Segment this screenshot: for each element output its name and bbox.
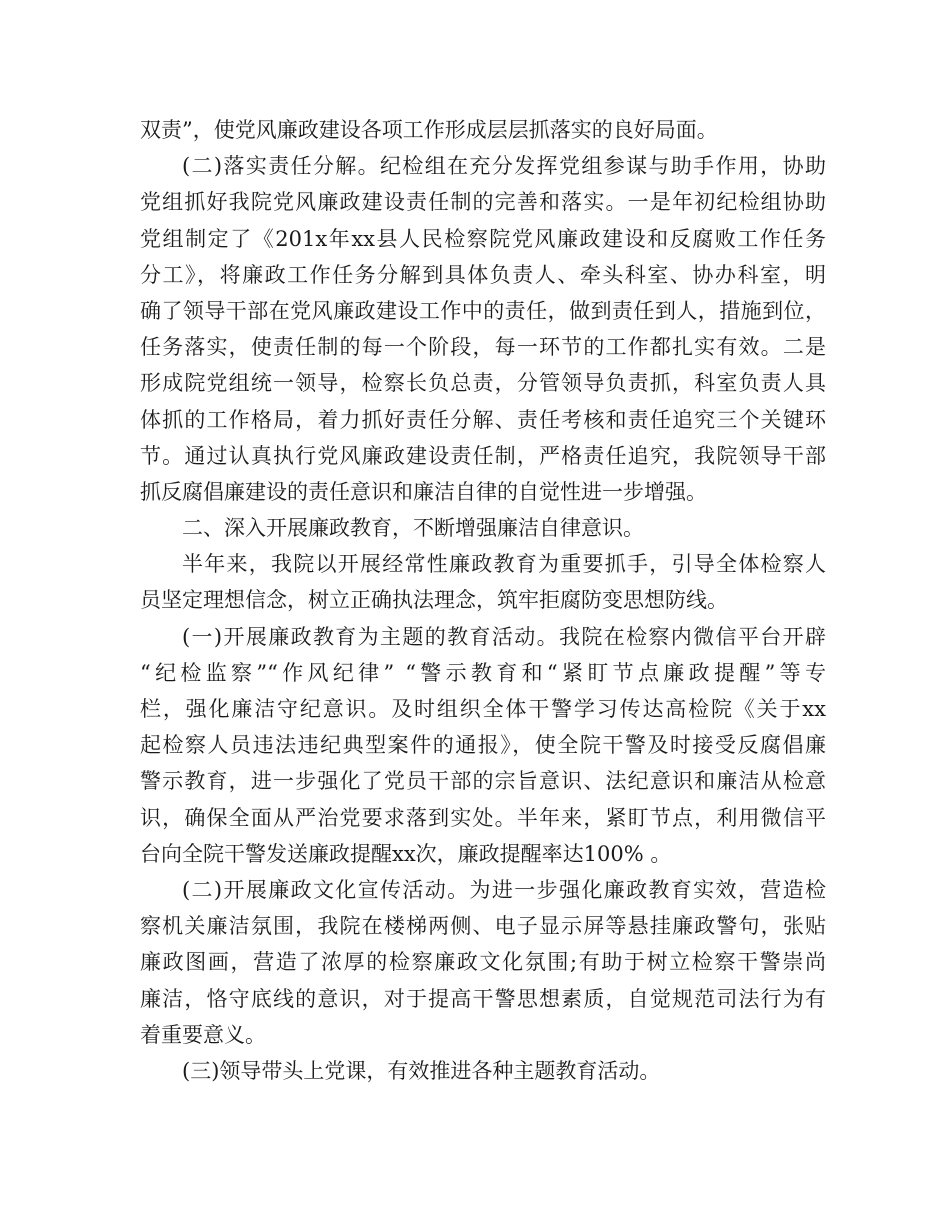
text-line: 体抓的工作格局，着力抓好责任分解、责任考核和责任追究三个关键环 [140,407,826,432]
text-line: 半年来，我院以开展经常性廉政教育为重要抓手，引导全体检察人 [182,552,826,577]
text-line: 形成院党组统一领导，检察长负总责，分管领导负责抓，科室负责人具 [140,371,826,396]
text-line: 分工》，将廉政工作任务分解到具体负责人、牵头科室、协办科室，明 [140,262,826,287]
text-line: 确了领导干部在党风廉政建设工作中的责任，做到责任到人，措施到位， [140,298,826,323]
text-line: 双责”，使党风廉政建设各项工作形成层层抓落实的良好局面。 [140,118,718,142]
text-line: 员坚定理想信念，树立正确执法理念，筑牢拒腐防变思想防线。 [140,588,728,613]
text-line: 起检察人员违法违纪典型案件的通报》，使全院干警及时接受反腐倡廉 [140,733,826,758]
text-line: (一)开展廉政教育为主题的教育活动。我院在检察内微信平台开辟 [182,624,826,649]
text-line: 识，确保全面从严治党要求落到实处。半年来，紧盯节点，利用微信平 [140,805,826,830]
document-page [140,112,826,1089]
text-line: “纪检监察”“作风纪律” “警示教育和“紧盯节点廉政提醒”等专 [140,660,826,685]
text-line: 廉政图画，营造了浓厚的检察廉政文化氛围;有助于树立检察干警崇尚 [140,950,826,975]
text-line: 察机关廉洁氛围，我院在楼梯两侧、电子显示屏等悬挂廉政警句，张贴 [140,914,826,939]
text-line: 二、深入开展廉政教育，不断增强廉洁自律意识。 [182,516,644,541]
text-line: 廉洁，恪守底线的意识，对于提高干警思想素质，自觉规范司法行为有 [140,986,826,1011]
text-line: 栏，强化廉洁守纪意识。及时组织全体干警学习传达高检院《关于xx [140,697,826,721]
text-line: 党组抓好我院党风廉政建设责任制的完善和落实。一是年初纪检组协助 [140,190,826,215]
text-line: 台向全院干警发送廉政提醒xx次，廉政提醒率达100% 。 [140,841,672,866]
text-line: 任务落实，使责任制的每一个阶段，每一环节的工作都扎实有效。二是 [140,335,826,360]
text-line: (二)落实责任分解。纪检组在充分发挥党组参谋与助手作用，协助 [182,154,826,179]
text-line: 抓反腐倡廉建设的责任意识和廉洁自律的自觉性进一步增强。 [140,479,707,504]
text-line: 党组制定了《201x年xx县人民检察院党风廉政建设和反腐败工作任务 [140,226,826,251]
text-line: 着重要意义。 [140,1022,266,1047]
text-line: 节。通过认真执行党风廉政建设责任制，严格责任追究，我院领导干部 [140,443,826,468]
text-line: (三)领导带头上党课，有效推进各种主题教育活动。 [182,1058,661,1083]
text-line: 警示教育，进一步强化了党员干部的宗旨意识、法纪意识和廉洁从检意 [140,769,826,794]
text-line: (二)开展廉政文化宣传活动。为进一步强化廉政教育实效，营造检 [182,877,826,902]
